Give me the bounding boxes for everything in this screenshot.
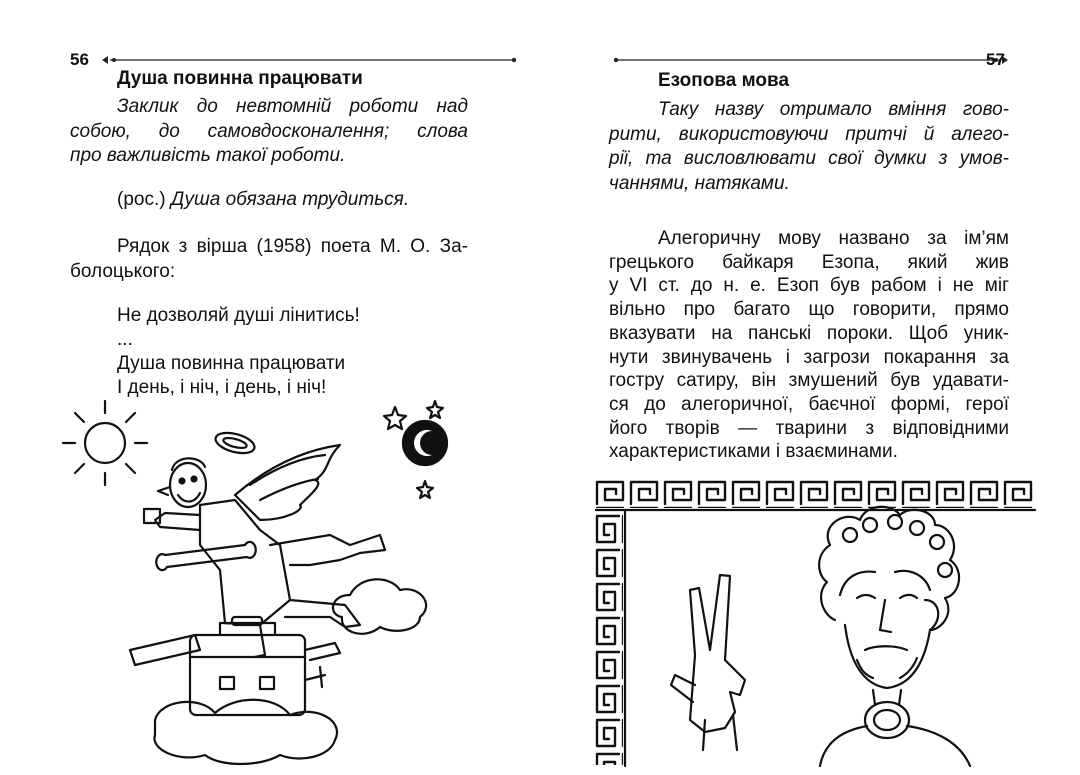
- body-line: Алегоричну мову названо за ім’ям: [658, 228, 1009, 249]
- body-line: у VI ст. до н. е. Езоп був рабом і не міг: [609, 275, 1009, 297]
- verse-line: Не дозволяй душі лінитись!: [117, 305, 360, 326]
- definition-line: рити, використовуючи притчі й алего-: [609, 123, 1009, 145]
- verse-line: Душа повинна працювати: [117, 353, 346, 374]
- definition-text: [70, 95, 468, 169]
- verse-line: ...: [117, 329, 133, 350]
- russian-phrase: Душа обязана трудиться.: [170, 189, 410, 210]
- angel-illustration: [60, 395, 460, 767]
- star-icon: [427, 401, 443, 418]
- page-number: 57: [986, 50, 1005, 69]
- star-icon: [384, 407, 406, 429]
- body-line: вказувати на панські пороки. Щоб уник-: [609, 322, 1009, 344]
- definition-line: чаннями, натяками.: [609, 172, 790, 194]
- verse-quote: [117, 304, 477, 400]
- definition-line: рії, та висловлювати свої думки з умов-: [609, 148, 1009, 169]
- aesop-illustration: [595, 480, 1065, 770]
- body-line: характеристиками і взаєминами.: [609, 441, 898, 463]
- right-page: [540, 0, 1080, 775]
- russian-label: (рос.): [117, 189, 166, 210]
- russian-equivalent: [117, 188, 477, 213]
- sun-icon: [63, 401, 147, 485]
- body-line: гостру сатиру, він змушений був удавати-: [609, 370, 1009, 392]
- body-line: його творів — тварини з відповідними: [609, 417, 1009, 439]
- star-icon: [417, 481, 433, 498]
- aesop-head: [819, 507, 970, 766]
- moon-icon: [403, 421, 447, 465]
- definition-line: Заклик до невтомній роботи над: [117, 96, 468, 117]
- body-line: ся до алегоричної, баєчної формі, герої: [609, 393, 1009, 415]
- header-ornament-rule: [610, 52, 1010, 68]
- definition-line: Таку назву отримало вміння гово-: [658, 99, 1009, 120]
- source-line: болоцького:: [70, 260, 176, 282]
- page-number: 56: [70, 50, 89, 69]
- body-line: вільно про багато що говорити, прямо: [609, 299, 1009, 321]
- greek-key-border: [595, 480, 1035, 766]
- entry-title: Душа повинна працювати: [117, 68, 363, 89]
- body-line: грецького байкаря Езопа, який жив: [609, 251, 1009, 273]
- definition-line: собою, до самовдосконалення; слова: [70, 120, 468, 142]
- definition-text: [609, 98, 1009, 196]
- hand-v-sign: [671, 575, 745, 750]
- source-line: Рядок з вірша (1958) поета М. О. За-: [117, 236, 468, 257]
- body-text: [609, 227, 1009, 464]
- source-text: [70, 235, 468, 284]
- header-ornament-rule: [100, 52, 520, 68]
- verse-line: І день, і ніч, і день, і ніч!: [117, 377, 327, 398]
- entry-title: Езопова мова: [658, 70, 790, 91]
- body-line: нути звинувачень і загрози покарання за: [609, 346, 1009, 368]
- definition-line: про важливість такої роботи.: [70, 145, 346, 166]
